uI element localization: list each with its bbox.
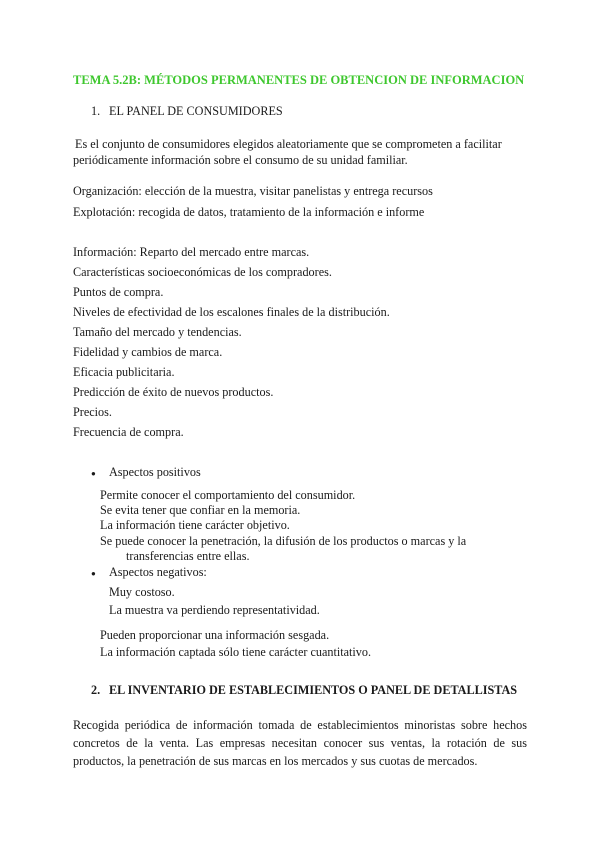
bullet-icon: ● <box>91 569 96 578</box>
section2-heading: EL INVENTARIO DE ESTABLECIMIENTOS O PANEL DE DETALLISTAS <box>109 683 518 697</box>
positivo-item: Se evita tener que confiar en la memoria. <box>100 503 301 517</box>
info-item: Información: Reparto del mercado entre marcas. <box>73 245 310 259</box>
section2-paragraph: Recogida periódica de información tomada de establecimientos minoristas sobre hechos concretos de la venta. Las empresas necesitan conocer sus ventas, la rotación de sus productos, la penetración de sus marcas en los mercados y sus cuotas de mercados. <box>73 718 527 768</box>
negativo-item: La información captada sólo tiene carácter cuantitativo. <box>100 645 372 659</box>
negativo-item: Muy costoso. <box>109 585 175 599</box>
info-item: Predicción de éxito de nuevos productos. <box>73 385 274 399</box>
explotacion-line: Explotación: recogida de datos, tratamiento de la información e informe <box>73 205 425 219</box>
section1-number: 1. <box>91 104 101 118</box>
definition-line-1: Es el conjunto de consumidores elegidos aleatoriamente que se comprometen a facilitar <box>75 137 502 151</box>
organizacion-line: Organización: elección de la muestra, visitar panelistas y entrega recursos <box>73 184 433 198</box>
info-item: Frecuencia de compra. <box>73 425 184 439</box>
info-item: Puntos de compra. <box>73 285 164 299</box>
positivos-label: Aspectos positivos <box>109 465 201 479</box>
info-item: Eficacia publicitaria. <box>73 365 175 379</box>
info-item: Niveles de efectividad de los escalones finales de la distribución. <box>73 305 390 319</box>
positivo-item: La información tiene carácter objetivo. <box>100 518 290 532</box>
positivo-item: Permite conocer el comportamiento del consumidor. <box>100 488 356 502</box>
info-item: Características socioeconómicas de los compradores. <box>73 265 332 279</box>
info-item: Tamaño del mercado y tendencias. <box>73 325 242 339</box>
positivo-item-continued: transferencias entre ellas. <box>126 549 250 563</box>
definition-line-2: periódicamente información sobre el consumo de su unidad familiar. <box>73 153 408 167</box>
negativo-item: La muestra va perdiendo representatividad. <box>109 603 320 617</box>
section1-heading: EL PANEL DE CONSUMIDORES <box>109 104 283 118</box>
negativos-label: Aspectos negativos: <box>109 565 207 579</box>
page-title: TEMA 5.2B: MÉTODOS PERMANENTES DE OBTENCION DE INFORMACION <box>73 73 525 87</box>
section2-number: 2. <box>91 683 101 697</box>
info-item: Precios. <box>73 405 112 419</box>
info-item: Fidelidad y cambios de marca. <box>73 345 223 359</box>
positivo-item: Se puede conocer la penetración, la difusión de los productos o marcas y la <box>100 534 467 548</box>
bullet-icon: ● <box>91 469 96 478</box>
negativo-item: Pueden proporcionar una información sesgada. <box>100 628 330 642</box>
